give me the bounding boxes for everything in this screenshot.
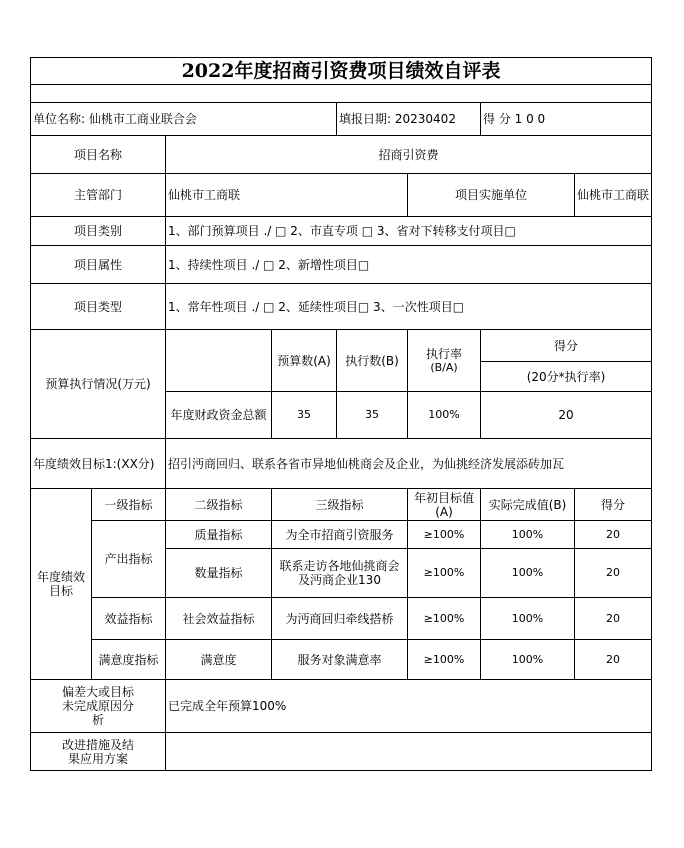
spacer-row xyxy=(31,85,652,103)
unit-name-value: 仙桃市工商业联合会 xyxy=(88,112,197,126)
dept-label: 主管部门 xyxy=(31,174,166,217)
attribute-label: 项目属性 xyxy=(31,246,166,284)
fill-date-label: 填报日期: xyxy=(339,112,392,126)
indicator-actual: 100% xyxy=(481,549,575,598)
header-level2: 二级指标 xyxy=(166,489,272,521)
category-value: 1、部门预算项目 ./ □ 2、市直专项 □ 3、省对下转移支付项目□ xyxy=(166,217,652,246)
rate-header-line1: 执行率 xyxy=(425,346,462,361)
indicator-level1-output: 产出指标 xyxy=(92,521,166,598)
goal-label: 年度绩效目标1:(XX分) xyxy=(31,439,166,489)
improve-label xyxy=(31,733,166,771)
header-score: 得分 xyxy=(575,489,652,521)
indicator-target: ≥100% xyxy=(408,598,481,640)
indicator-level3: 为全市招商引资服务 xyxy=(272,521,408,549)
total-score: 得 分 1 0 0 xyxy=(481,103,652,136)
unit-name-label: 单位名称: xyxy=(33,112,86,126)
header-level3: 三级指标 xyxy=(272,489,408,521)
indicator-score: 20 xyxy=(575,521,652,549)
indicator-actual: 100% xyxy=(481,521,575,549)
indicator-level1-benefit: 效益指标 xyxy=(92,598,166,640)
type-label: 项目类型 xyxy=(31,284,166,330)
indicator-level3: 为沔商回归牵线搭桥 xyxy=(272,598,408,640)
header-target: 年初目标值(A) xyxy=(408,489,481,521)
indicator-level1-satisfaction: 满意度指标 xyxy=(92,640,166,680)
goal-value: 招引沔商回归、联系各省市异地仙桃商会及企业，为仙挑经济发展添砖加瓦 xyxy=(166,439,652,489)
indicator-target: ≥100% xyxy=(408,549,481,598)
rate-value: 100% xyxy=(408,392,481,439)
budget-label: 预算执行情况(万元) xyxy=(31,330,166,439)
project-name-value: 招商引资费 xyxy=(166,136,652,174)
unit-name-cell xyxy=(31,103,337,136)
impl-unit-value: 仙桃市工商联 xyxy=(575,174,652,217)
header-actual: 实际完成值(B) xyxy=(481,489,575,521)
evaluation-table xyxy=(30,57,652,771)
deviation-label xyxy=(31,680,166,733)
improve-value xyxy=(166,733,652,771)
category-label: 项目类别 xyxy=(31,217,166,246)
indicator-actual: 100% xyxy=(481,640,575,680)
dept-value: 仙桃市工商联 xyxy=(166,174,408,217)
indicator-score: 20 xyxy=(575,640,652,680)
evaluation-sheet xyxy=(30,57,652,771)
indicator-actual: 100% xyxy=(481,598,575,640)
exec-col-header: 执行数(B) xyxy=(337,330,408,392)
rate-col-header xyxy=(408,330,481,392)
indicator-target: ≥100% xyxy=(408,640,481,680)
indicator-level2: 质量指标 xyxy=(166,521,272,549)
indicator-level3: 服务对象满意率 xyxy=(272,640,408,680)
rate-header-line2: (B/A) xyxy=(430,360,458,374)
header-level1: 一级指标 xyxy=(92,489,166,521)
page-title: 2022年度招商引资费项目绩效自评表 xyxy=(31,58,652,85)
improve-label-text: 改进措施及结果应用方案 xyxy=(61,737,134,766)
fill-date-cell xyxy=(337,103,481,136)
budget-value: 35 xyxy=(272,392,337,439)
budget-col-header: 预算数(A) xyxy=(272,330,337,392)
deviation-label-text: 偏差大或目标未完成原因分析 xyxy=(61,685,134,727)
project-name-label: 项目名称 xyxy=(31,136,166,174)
impl-unit-label: 项目实施单位 xyxy=(408,174,575,217)
exec-value: 35 xyxy=(337,392,408,439)
deviation-value: 已完成全年预算100% xyxy=(166,680,652,733)
indicator-score: 20 xyxy=(575,549,652,598)
attribute-value: 1、持续性项目 ./ □ 2、新增性项目□ xyxy=(166,246,652,284)
indicator-target: ≥100% xyxy=(408,521,481,549)
score-col-header: 得分 xyxy=(481,330,652,362)
indicator-score: 20 xyxy=(575,598,652,640)
indicator-level3: 联系走访各地仙挑商会及沔商企业130 xyxy=(272,549,408,598)
indicator-level2: 满意度 xyxy=(166,640,272,680)
indicator-level2: 社会效益指标 xyxy=(166,598,272,640)
budget-score-value: 20 xyxy=(481,392,652,439)
budget-blank xyxy=(166,330,272,392)
score-col-subheader: (20分*执行率) xyxy=(481,362,652,392)
fill-date-value: 20230402 xyxy=(394,112,456,126)
budget-row-label: 年度财政资金总额 xyxy=(166,392,272,439)
indicator-section-label: 年度绩效目标 xyxy=(31,489,92,680)
type-value: 1、常年性项目 ./ □ 2、延续性项目□ 3、一次性项目□ xyxy=(166,284,652,330)
indicator-level2: 数量指标 xyxy=(166,549,272,598)
